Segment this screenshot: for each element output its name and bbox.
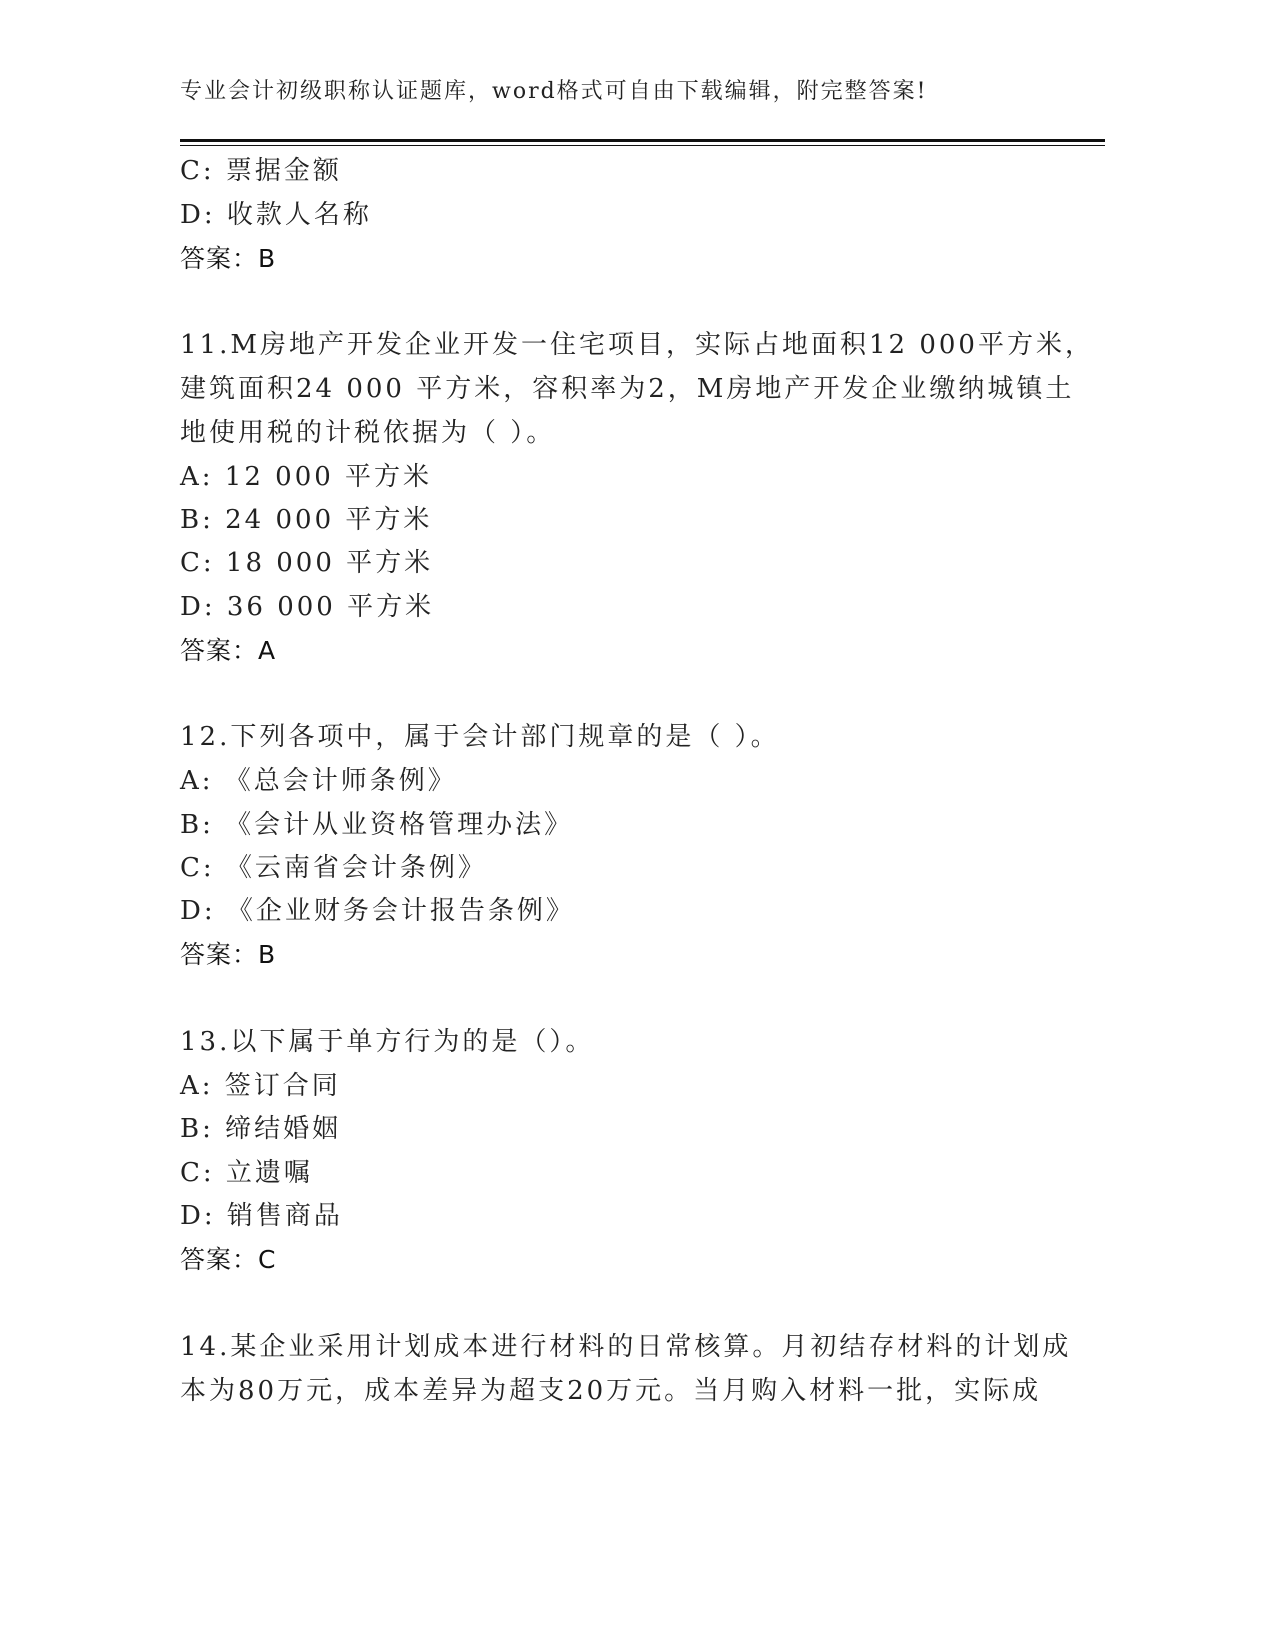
q13-option-a: A: 签订合同 [180, 1071, 341, 1101]
q11-option-c: C: 18 000 平方米 [180, 548, 434, 578]
q13-option-c: C: 立遗嘱 [180, 1158, 313, 1188]
header-rule-thick [180, 139, 1105, 142]
q12-option-d: D: 《企业财务会计报告条例》 [180, 896, 575, 926]
q13-stem: 13.以下属于单方行为的是（）。 [180, 1027, 595, 1057]
q14-stem-line2: 本为80万元，成本差异为超支20万元。当月购入材料一批，实际成 [180, 1376, 1042, 1406]
q11-option-a: A: 12 000 平方米 [180, 462, 433, 492]
q11-stem-line3: 地使用税的计税依据为（ ）。 [180, 418, 556, 448]
q11-option-d: D: 36 000 平方米 [180, 592, 435, 622]
q12-option-c: C: 《云南省会计条例》 [180, 853, 487, 883]
page-header: 专业会计初级职称认证题库，word格式可自由下载编辑，附完整答案! [180, 79, 928, 104]
q12-stem: 12.下列各项中，属于会计部门规章的是（ ）。 [180, 722, 780, 752]
q12-option-a: A: 《总会计师条例》 [180, 766, 457, 796]
q12-option-b: B: 《会计从业资格管理办法》 [180, 810, 574, 840]
q11-option-b: B: 24 000 平方米 [180, 505, 433, 535]
header-rule-thin [180, 145, 1105, 146]
q11-answer: 答案：A [180, 636, 277, 665]
q13-answer: 答案：C [180, 1245, 277, 1274]
q13-option-b: B: 缔结婚姻 [180, 1114, 342, 1144]
q10-answer: 答案：B [180, 244, 277, 273]
q13-option-d: D: 销售商品 [180, 1201, 343, 1231]
q11-stem-line2: 建筑面积24 000 平方米，容积率为2，M房地产开发企业缴纳城镇土 [180, 374, 1075, 404]
q11-stem-line1: 11.M房地产开发企业开发一住宅项目，实际占地面积12 000平方米， [180, 330, 1094, 360]
q10-option-d: D: 收款人名称 [180, 200, 372, 230]
q14-stem-line1: 14.某企业采用计划成本进行材料的日常核算。月初结存材料的计划成 [180, 1332, 1072, 1362]
q12-answer: 答案：B [180, 940, 277, 969]
q10-option-c: C: 票据金额 [180, 156, 342, 186]
